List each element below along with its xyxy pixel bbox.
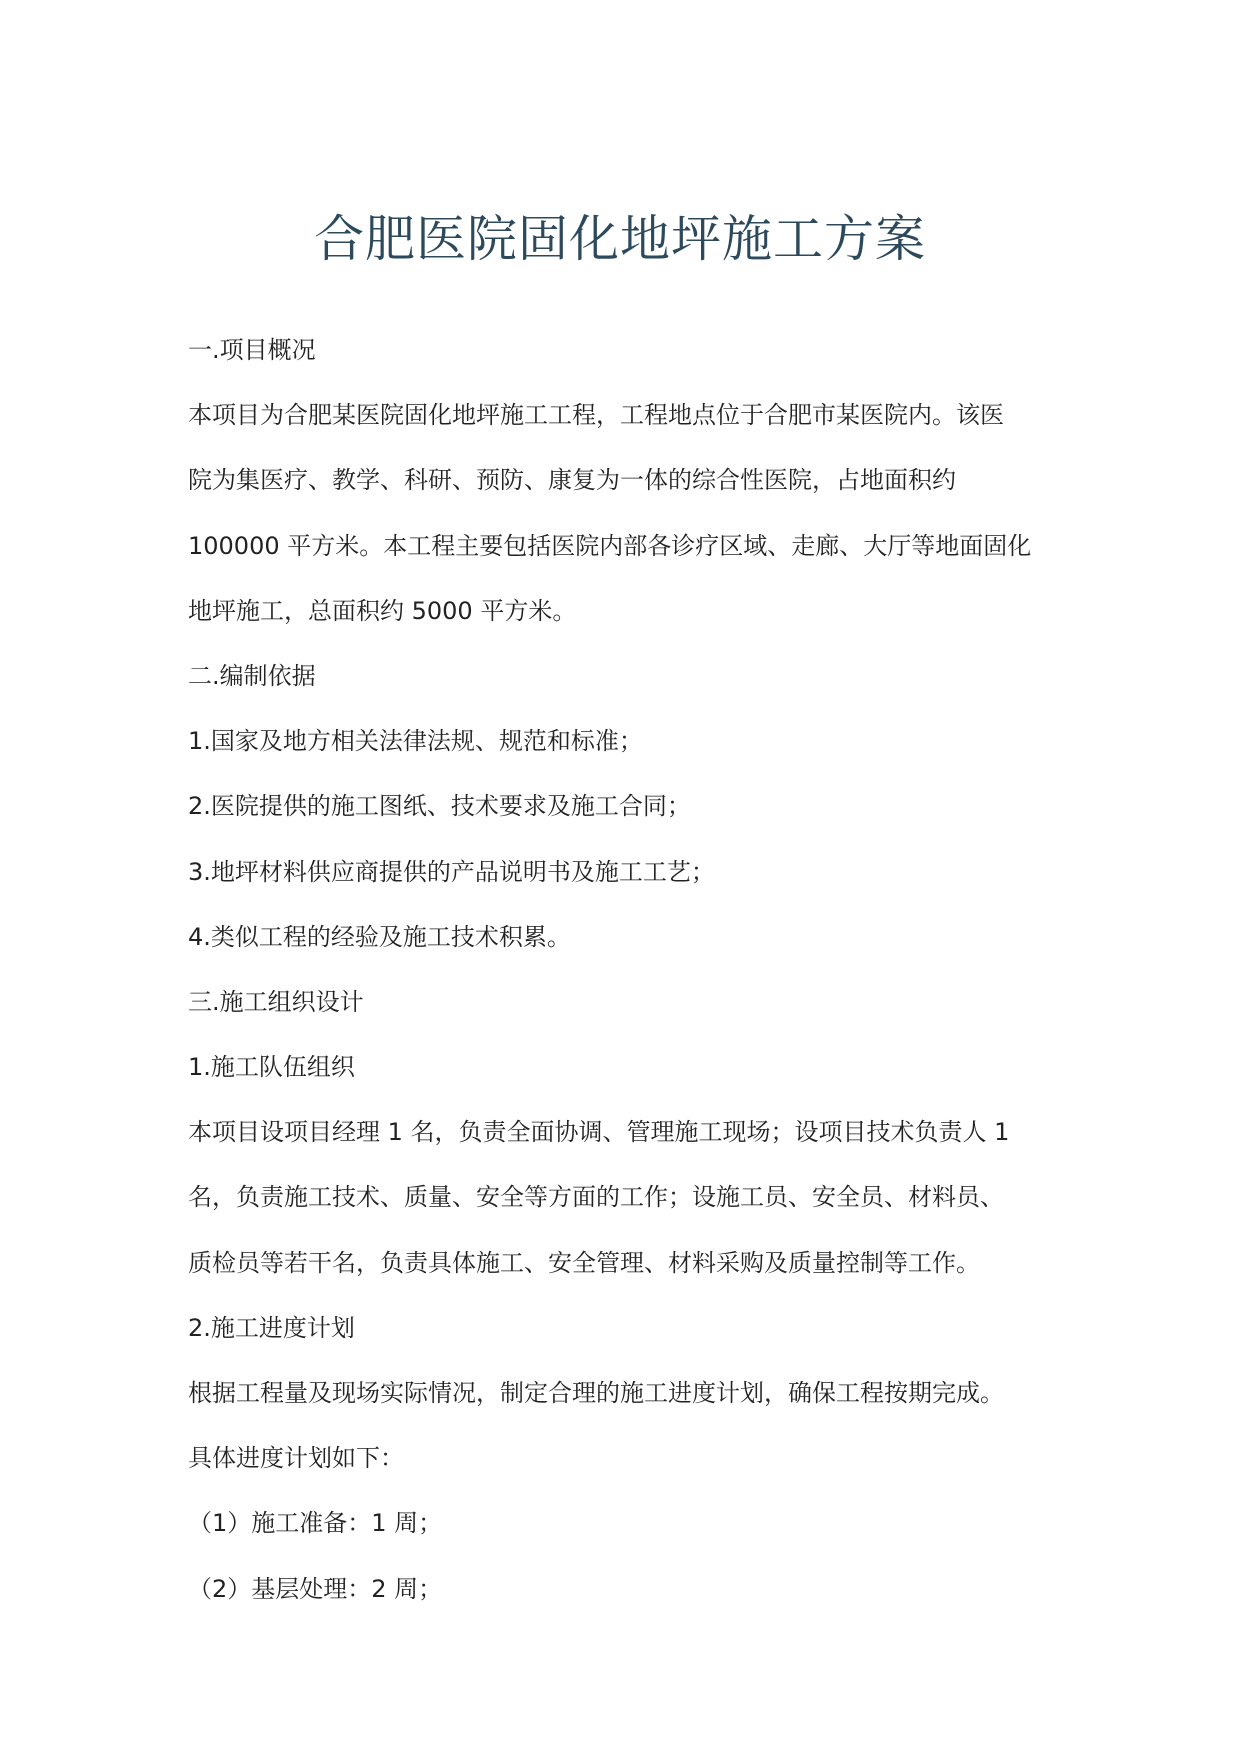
paragraph-line: 具体进度计划如下： <box>188 1444 404 1473</box>
subsection-heading-team: 1.施工队伍组织 <box>188 1053 355 1082</box>
schedule-item: （1）施工准备：1 周； <box>188 1509 443 1538</box>
subsection-heading-schedule: 2.施工进度计划 <box>188 1313 355 1342</box>
section-heading-overview: 一.项目概况 <box>188 336 316 364</box>
paragraph-line: 院为集医疗、教学、科研、预防、康复为一体的综合性医院，占地面积约 <box>188 466 956 495</box>
section-heading-basis: 二.编制依据 <box>188 661 316 690</box>
list-item: 1.国家及地方相关法律法规、规范和标准； <box>188 727 643 756</box>
paragraph-line: 根据工程量及现场实际情况，制定合理的施工进度计划，确保工程按期完成。 <box>188 1379 1004 1407</box>
paragraph-line: 本项目设项目经理 1 名，负责全面协调、管理施工现场；设项目技术负责人 1 <box>188 1118 1010 1147</box>
list-item: 2.医院提供的施工图纸、技术要求及施工合同； <box>188 792 691 821</box>
paragraph-line: 名，负责施工技术、质量、安全等方面的工作；设施工员、安全员、材料员、 <box>188 1183 1004 1212</box>
schedule-item: （2）基层处理：2 周； <box>188 1574 443 1603</box>
list-item: 3.地坪材料供应商提供的产品说明书及施工工艺； <box>188 857 715 886</box>
paragraph-line: 100000 平方米。本工程主要包括医院内部各诊疗区域、走廊、大厅等地面固化 <box>188 531 1032 560</box>
paragraph-line: 质检员等若干名，负责具体施工、安全管理、材料采购及质量控制等工作。 <box>188 1248 980 1277</box>
section-heading-organization: 三.施工组织设计 <box>188 987 364 1016</box>
paragraph-line: 本项目为合肥某医院固化地坪施工工程，工程地点位于合肥市某医院内。该医 <box>188 401 1004 430</box>
list-item: 4.类似工程的经验及施工技术积累。 <box>188 922 571 951</box>
paragraph-line: 地坪施工，总面积约 5000 平方米。 <box>188 596 577 625</box>
document-body <box>188 318 1068 1622</box>
document-title: 合肥医院固化地坪施工方案 <box>314 210 926 268</box>
